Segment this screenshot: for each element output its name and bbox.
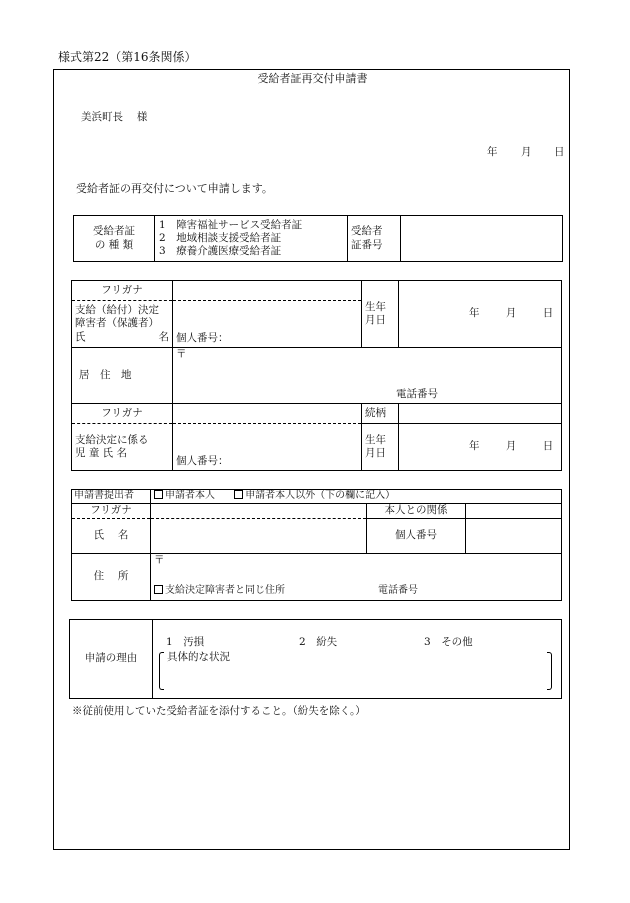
bracket-right bbox=[547, 652, 552, 690]
recipient-furigana-label: フリガナ bbox=[72, 281, 173, 301]
recipient-birth-label: 生年 月日 bbox=[362, 281, 399, 348]
submitter-furigana-field[interactable] bbox=[151, 504, 367, 519]
child-name-field[interactable] bbox=[173, 424, 362, 471]
recipient-phone-label: 電話番号 bbox=[396, 388, 438, 400]
bracket-left bbox=[159, 652, 164, 690]
recipient-table bbox=[71, 280, 562, 471]
cert-type-option-2[interactable]: 2 地域相談支援受給者証 bbox=[159, 231, 282, 244]
submitter-phone-label: 電話番号 bbox=[378, 585, 418, 596]
recipient-postal-mark: 〒 bbox=[176, 348, 187, 360]
submitter-options bbox=[151, 490, 562, 504]
intro-text: 受給者証の再交付について申請します。 bbox=[76, 182, 273, 195]
cert-number-field[interactable] bbox=[401, 216, 563, 262]
submitter-option-self[interactable]: 申請者本人 bbox=[154, 490, 215, 501]
submitter-personal-number-field[interactable] bbox=[466, 519, 562, 554]
child-furigana-label: フリガナ bbox=[72, 404, 173, 424]
recipient-address-label: 居 住 地 bbox=[72, 348, 173, 404]
cert-number-label: 受給者 証番号 bbox=[348, 216, 401, 262]
form-number: 様式第22（第16条関係） bbox=[58, 50, 197, 64]
submitter-address-field[interactable] bbox=[151, 554, 562, 601]
submitter-furigana-label: フリガナ bbox=[72, 504, 151, 519]
submitter-relation-label: 本人との関係 bbox=[367, 504, 466, 519]
submitter-option-other[interactable]: 申請者本人以外（下の欄に記入） bbox=[234, 490, 395, 501]
reason-label: 申請の理由 bbox=[70, 620, 153, 699]
submitter-name-field[interactable] bbox=[151, 519, 367, 554]
child-relation-label: 続柄 bbox=[362, 404, 399, 424]
child-relation-field[interactable] bbox=[399, 404, 562, 424]
child-furigana-field[interactable] bbox=[173, 404, 362, 424]
date-year-label: 年 bbox=[487, 146, 498, 158]
cert-type-label: 受給者証 の 種 類 bbox=[74, 216, 155, 262]
cert-type-option-3[interactable]: 3 療養介護医療受給者証 bbox=[159, 245, 282, 258]
recipient-name-label: 支給（給付）決定 障害者（保護者） 氏 名 bbox=[72, 301, 173, 348]
date-day-label: 日 bbox=[554, 146, 565, 158]
submitter-same-address[interactable]: 支給決定障害者と同じ住所 bbox=[154, 585, 285, 598]
child-birth-field[interactable]: 年 月 日 bbox=[399, 424, 562, 471]
submitter-address-label: 住 所 bbox=[72, 554, 151, 601]
attachment-note: ※従前使用していた受給者証を添付すること。（紛失を除く。） bbox=[72, 705, 366, 717]
form-frame bbox=[53, 69, 570, 850]
recipient-furigana-field[interactable] bbox=[173, 281, 362, 301]
submitter-relation-field[interactable] bbox=[466, 504, 562, 519]
checkbox-other[interactable] bbox=[234, 490, 243, 499]
reason-option-3[interactable]: 3 その他 bbox=[424, 636, 473, 648]
submitter-label: 申請書提出者 bbox=[72, 490, 151, 504]
recipient-birth-field[interactable]: 年 月 日 bbox=[399, 281, 562, 348]
recipient-address-field[interactable] bbox=[173, 348, 562, 404]
reason-option-2[interactable]: 2 紛失 bbox=[299, 636, 338, 648]
submitter-name-label: 氏 名 bbox=[72, 519, 151, 554]
checkbox-self[interactable] bbox=[154, 490, 163, 499]
reason-option-1[interactable]: 1 汚損 bbox=[166, 636, 205, 648]
reason-detail-label: 具体的な状況 bbox=[167, 651, 230, 663]
submitter-postal-mark: 〒 bbox=[154, 554, 165, 566]
cert-type-table bbox=[73, 215, 563, 262]
child-name-label: 支給決定に係る 児 童 氏 名 bbox=[72, 424, 173, 471]
recipient-personal-number-label: 個人番号： bbox=[176, 331, 229, 344]
checkbox-same-address[interactable] bbox=[154, 585, 163, 594]
cert-type-option-1[interactable]: 1 障害福祉サービス受給者証 bbox=[159, 218, 303, 231]
submitter-table bbox=[71, 489, 562, 601]
cert-type-options[interactable] bbox=[155, 216, 348, 262]
reason-field[interactable] bbox=[153, 620, 562, 699]
date-month-label: 月 bbox=[521, 146, 532, 158]
submitter-personal-number-label: 個人番号 bbox=[367, 519, 466, 554]
recipient-name-field[interactable] bbox=[173, 301, 362, 348]
child-personal-number-label: 個人番号： bbox=[176, 454, 229, 467]
child-birth-label: 生年 月日 bbox=[362, 424, 399, 471]
form-title: 受給者証再交付申請書 bbox=[257, 72, 368, 85]
reason-table bbox=[69, 619, 562, 699]
addressee: 美浜町長 様 bbox=[81, 111, 148, 123]
